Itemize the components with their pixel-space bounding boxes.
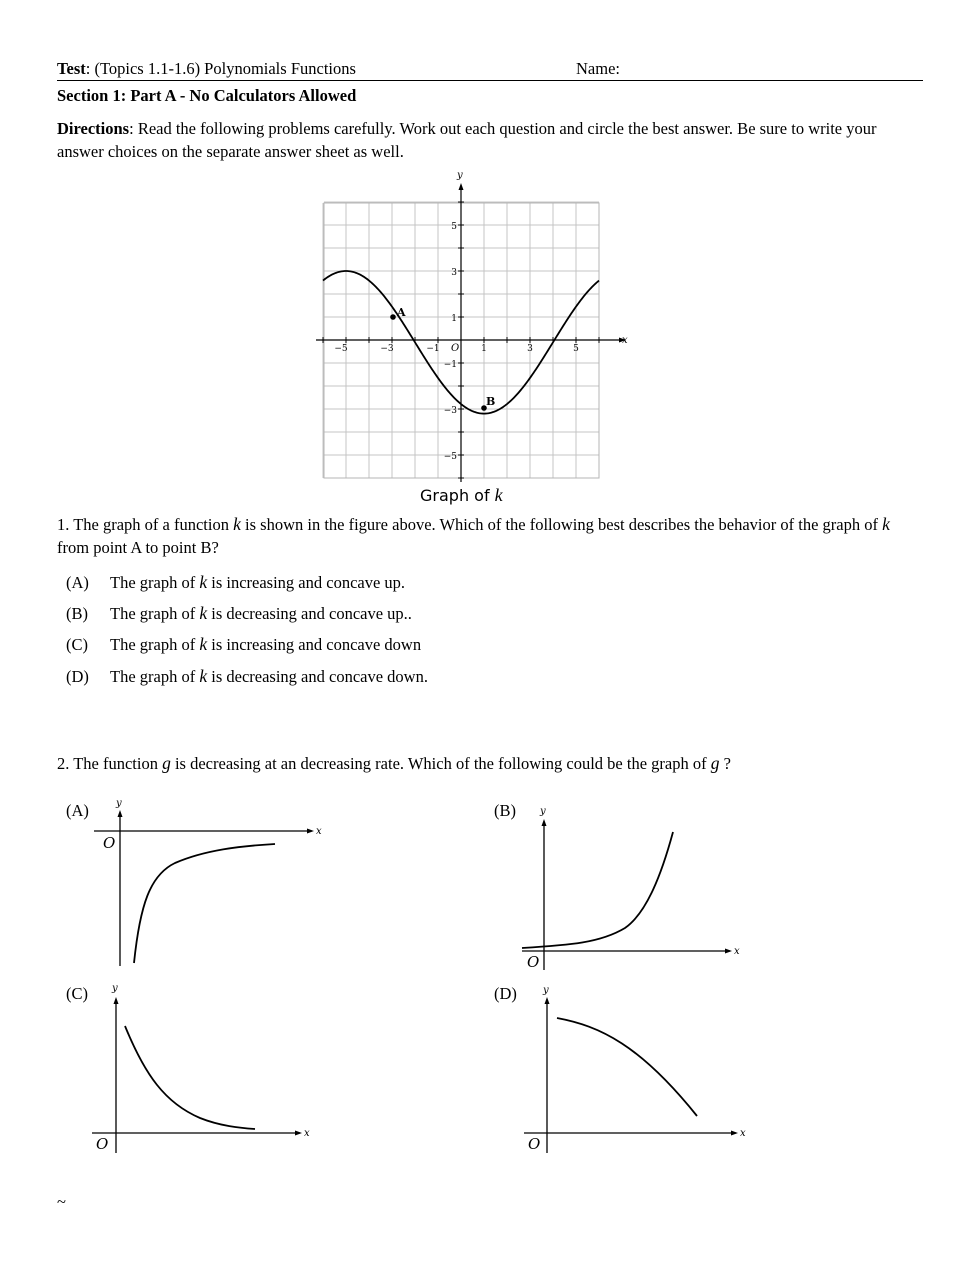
origin-label: O: [528, 1135, 541, 1153]
directions-text: : Read the following problems carefully. Work out each question and circle the best answer. Be sure to write your answer choices on the separate answer sheet as well.: [57, 119, 877, 161]
x-tick-label: −5: [334, 344, 348, 354]
curve-a: [134, 844, 275, 963]
x-tick-label: −3: [380, 344, 394, 354]
choice-letter: (B): [66, 604, 88, 623]
arrow-icon: [295, 1131, 302, 1136]
q2-graph-c[interactable]: [88, 978, 318, 1158]
choice-var: k: [199, 666, 208, 686]
question-2: [57, 753, 731, 774]
curve-d: [557, 1018, 697, 1116]
arrow-icon: [307, 829, 314, 834]
y-tick-label: 1: [451, 314, 457, 324]
graph-caption-text: Graph of: [420, 486, 495, 505]
q2-text-part: is decreasing at an decreasing rate. Which of the following could be the graph of: [170, 754, 711, 773]
test-title: [57, 59, 356, 79]
arrow-icon: [118, 810, 123, 817]
q1-var: k: [882, 514, 890, 534]
q2-var: g: [162, 753, 171, 773]
arrow-icon: [545, 997, 550, 1004]
header-rule: [57, 80, 923, 81]
test-title-text: : (Topics 1.1-1.6) Polynomials Functions: [85, 59, 356, 78]
axis-label-x: x: [304, 1128, 310, 1139]
q2-option-b-label[interactable]: (B): [494, 801, 516, 820]
q2-text-part: The function: [69, 754, 163, 773]
q1-text-part: is shown in the figure above. Which of the following best describes the behavior of the graph of: [240, 515, 883, 534]
q1-choice-d[interactable]: [66, 666, 428, 687]
x-tick-label: −1: [426, 344, 440, 354]
graph-caption: [420, 485, 503, 506]
arrow-icon: [725, 949, 732, 954]
k-x-axis-label: x: [622, 335, 628, 346]
choice-var: k: [199, 603, 208, 623]
q2-option-d-label[interactable]: (D): [494, 984, 517, 1003]
y-tick-label: −3: [443, 406, 457, 416]
q2-number: 2.: [57, 754, 70, 773]
graph-of-k-figure: [300, 168, 640, 513]
q2-graph-b[interactable]: [518, 800, 748, 975]
choice-letter: (A): [66, 573, 89, 592]
directions-label: Directions: [57, 119, 130, 138]
q2-graph-d[interactable]: [518, 980, 748, 1160]
curve-c: [125, 1026, 255, 1129]
k-y-arrow-icon: [459, 183, 464, 190]
name-label: Name:: [576, 59, 620, 78]
axis-label-y: y: [112, 983, 118, 994]
choice-letter: (D): [66, 667, 89, 686]
y-tick-label: −1: [443, 360, 457, 370]
arrow-icon: [731, 1131, 738, 1136]
arrow-icon: [114, 997, 119, 1004]
axis-label-x: x: [734, 946, 740, 957]
origin-label: O: [527, 953, 540, 971]
q1-choice-a[interactable]: [66, 572, 405, 593]
q1-number: 1.: [57, 515, 70, 534]
choice-text: is decreasing and concave up..: [207, 604, 412, 623]
y-tick-label: 5: [451, 222, 457, 232]
axis-label-x: x: [316, 826, 322, 837]
q1-text-part: from point A to point B?: [57, 538, 219, 557]
x-tick-label: 5: [573, 344, 579, 354]
arrow-icon: [542, 819, 547, 826]
choice-text: The graph of: [110, 635, 200, 654]
q1-choice-b[interactable]: [66, 603, 412, 624]
choice-text: The graph of: [110, 573, 200, 592]
k-origin-label: O: [451, 343, 460, 354]
q1-var: k: [233, 514, 241, 534]
k-y-axis-label: y: [457, 170, 463, 181]
y-tick-label: −5: [443, 452, 457, 462]
choice-text: is increasing and concave down: [207, 635, 422, 654]
origin-label: O: [103, 834, 116, 852]
choice-text: is decreasing and concave down.: [207, 667, 428, 686]
choice-var: k: [199, 572, 208, 592]
choice-text: The graph of: [110, 604, 200, 623]
graph-caption-var: k: [494, 485, 503, 505]
q2-text-part: ?: [719, 754, 731, 773]
choice-letter: (C): [66, 635, 88, 654]
test-label: Test: [57, 59, 86, 78]
axis-label-x: x: [740, 1128, 746, 1139]
section-title: Section 1: Part A - No Calculators Allowed: [57, 86, 357, 105]
q2-var: g: [710, 753, 720, 773]
origin-label: O: [96, 1135, 109, 1153]
axis-label-y: y: [540, 806, 546, 817]
point-a-label: A: [397, 306, 406, 319]
q1-choice-c[interactable]: [66, 634, 421, 655]
x-tick-label: 3: [527, 344, 533, 354]
q2-option-c-label[interactable]: (C): [66, 984, 88, 1003]
choice-var: k: [199, 634, 208, 654]
q1-text-part: The graph of a function: [69, 515, 234, 534]
footer-mark: ~: [57, 1192, 66, 1211]
y-tick-label: 3: [451, 268, 457, 278]
axis-label-y: y: [116, 798, 122, 809]
choice-text: is increasing and concave up.: [207, 573, 406, 592]
directions: [57, 117, 925, 163]
question-1: [57, 513, 925, 559]
axis-label-y: y: [543, 985, 549, 996]
point-a: [390, 314, 396, 320]
q2-graph-a[interactable]: [88, 792, 328, 972]
point-b-label: B: [486, 395, 496, 408]
choice-text: The graph of: [110, 667, 200, 686]
x-tick-label: 1: [481, 344, 487, 354]
q2-option-a-label[interactable]: (A): [66, 801, 89, 820]
curve-b: [522, 832, 673, 948]
